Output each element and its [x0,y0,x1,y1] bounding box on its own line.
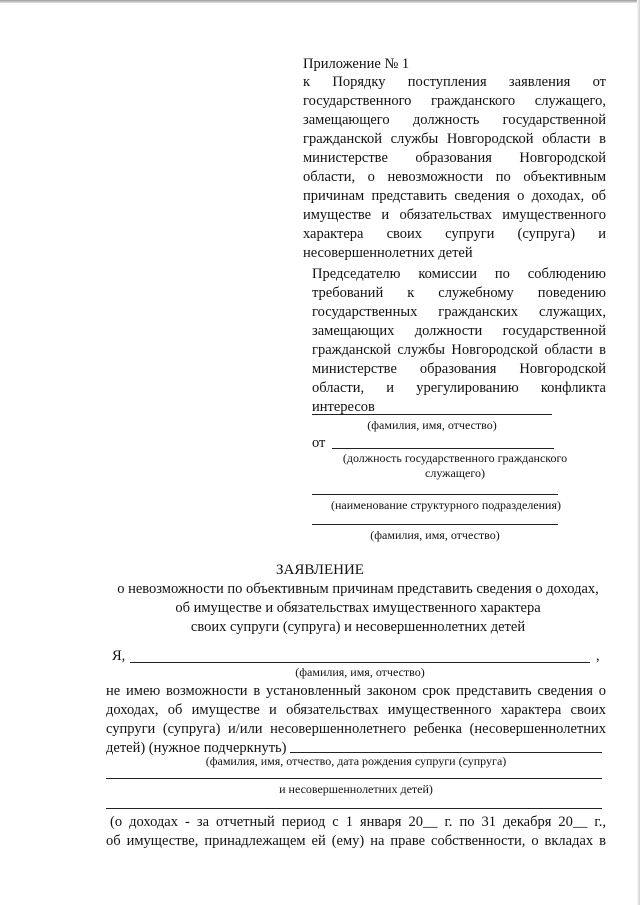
appendix-line: к Порядку поступления заявления от [303,74,606,90]
caption-spouse: (фамилия, имя, отчество, дата рождения супруги (супруга) [205,754,507,768]
appendix-line: области, о невозможности по объективным [303,169,606,185]
statement-subtitle-line: об имуществе и обязательствах имущественного характера [175,600,541,616]
unit-blank[interactable] [312,494,558,495]
i-comma: , [596,648,600,664]
caption-unit: (наименование структурного подразделения) [330,498,561,512]
statement-subtitle-line: о невозможности по объективным причинам представить сведения о доходах, [117,581,599,597]
addressee-line: министерстве образования Новгородской [312,361,606,377]
body-line: супруги (супруга) и/или несовершеннолетнего ребенка (несовершеннолетних [106,721,606,737]
appendix-line: замещающего должность государственной [303,112,606,128]
extra-blank[interactable] [106,808,602,809]
caption-chairman-name: (фамилия, имя, отчество) [367,418,497,432]
addressee-line: области, и урегулированию конфликта [312,380,606,396]
property-line: об имуществе, принадлежащем ей (ему) на праве собственности, о вкладах в [106,833,606,849]
i-label: Я, [112,648,126,664]
from-label: от [312,435,326,451]
addressee-line-last: интересов [312,399,375,415]
chairman-name-blank[interactable] [312,414,552,415]
period-line: (о доходах - за отчетный период с 1 января 20__ г. по 31 декабря 20__ г., [110,814,606,830]
addressee-line: гражданской службы Новгородской области в [312,342,606,358]
caption-fio: (фамилия, имя, отчество) [295,665,425,679]
caption-position-2: служащего) [425,466,485,480]
body-line: доходах, об имуществе и обязательствах имущественного характера своих [106,702,606,718]
appendix-line-last: несовершеннолетних детей [303,245,473,261]
addressee-line: замещающих должности государственной [312,323,606,339]
statement-title: ЗАЯВЛЕНИЕ [276,562,364,578]
appendix-title: Приложение № 1 [303,56,410,72]
statement-subtitle-line: своих супруги (супруга) и несовершеннолетних детей [190,619,526,635]
body-line: не имею возможности в установленный законом срок представить сведения о [106,683,606,699]
applicant-name-blank[interactable] [312,524,558,525]
position-blank[interactable] [332,448,554,449]
caption-children: и несовершеннолетних детей) [279,782,433,796]
caption-applicant-name: (фамилия, имя, отчество) [370,528,500,542]
body-line-last: детей) (нужное подчеркнуть) [106,740,287,756]
appendix-line: характера своих супруги (супруга) и [303,226,606,242]
addressee-line: Председателю комиссии по соблюдению [312,266,606,282]
spouse-blank[interactable] [290,752,602,753]
caption-position: (должность государственного гражданского [342,451,568,465]
addressee-line: государственных гражданских служащих, [312,304,606,320]
appendix-line: министерстве образования Новгородской [303,150,606,166]
appendix-line: имуществе и обязательствах имущественного [303,207,606,223]
scan-edge-top [0,0,640,3]
fio-blank[interactable] [130,662,590,663]
addressee-line: требований к служебному поведению [312,285,606,301]
appendix-line: государственного гражданского служащего, [303,93,606,109]
appendix-line: причинам представить сведения о доходах, об [303,188,606,204]
appendix-line: гражданской службы Новгородской области в [303,131,606,147]
children-blank[interactable] [106,778,602,779]
